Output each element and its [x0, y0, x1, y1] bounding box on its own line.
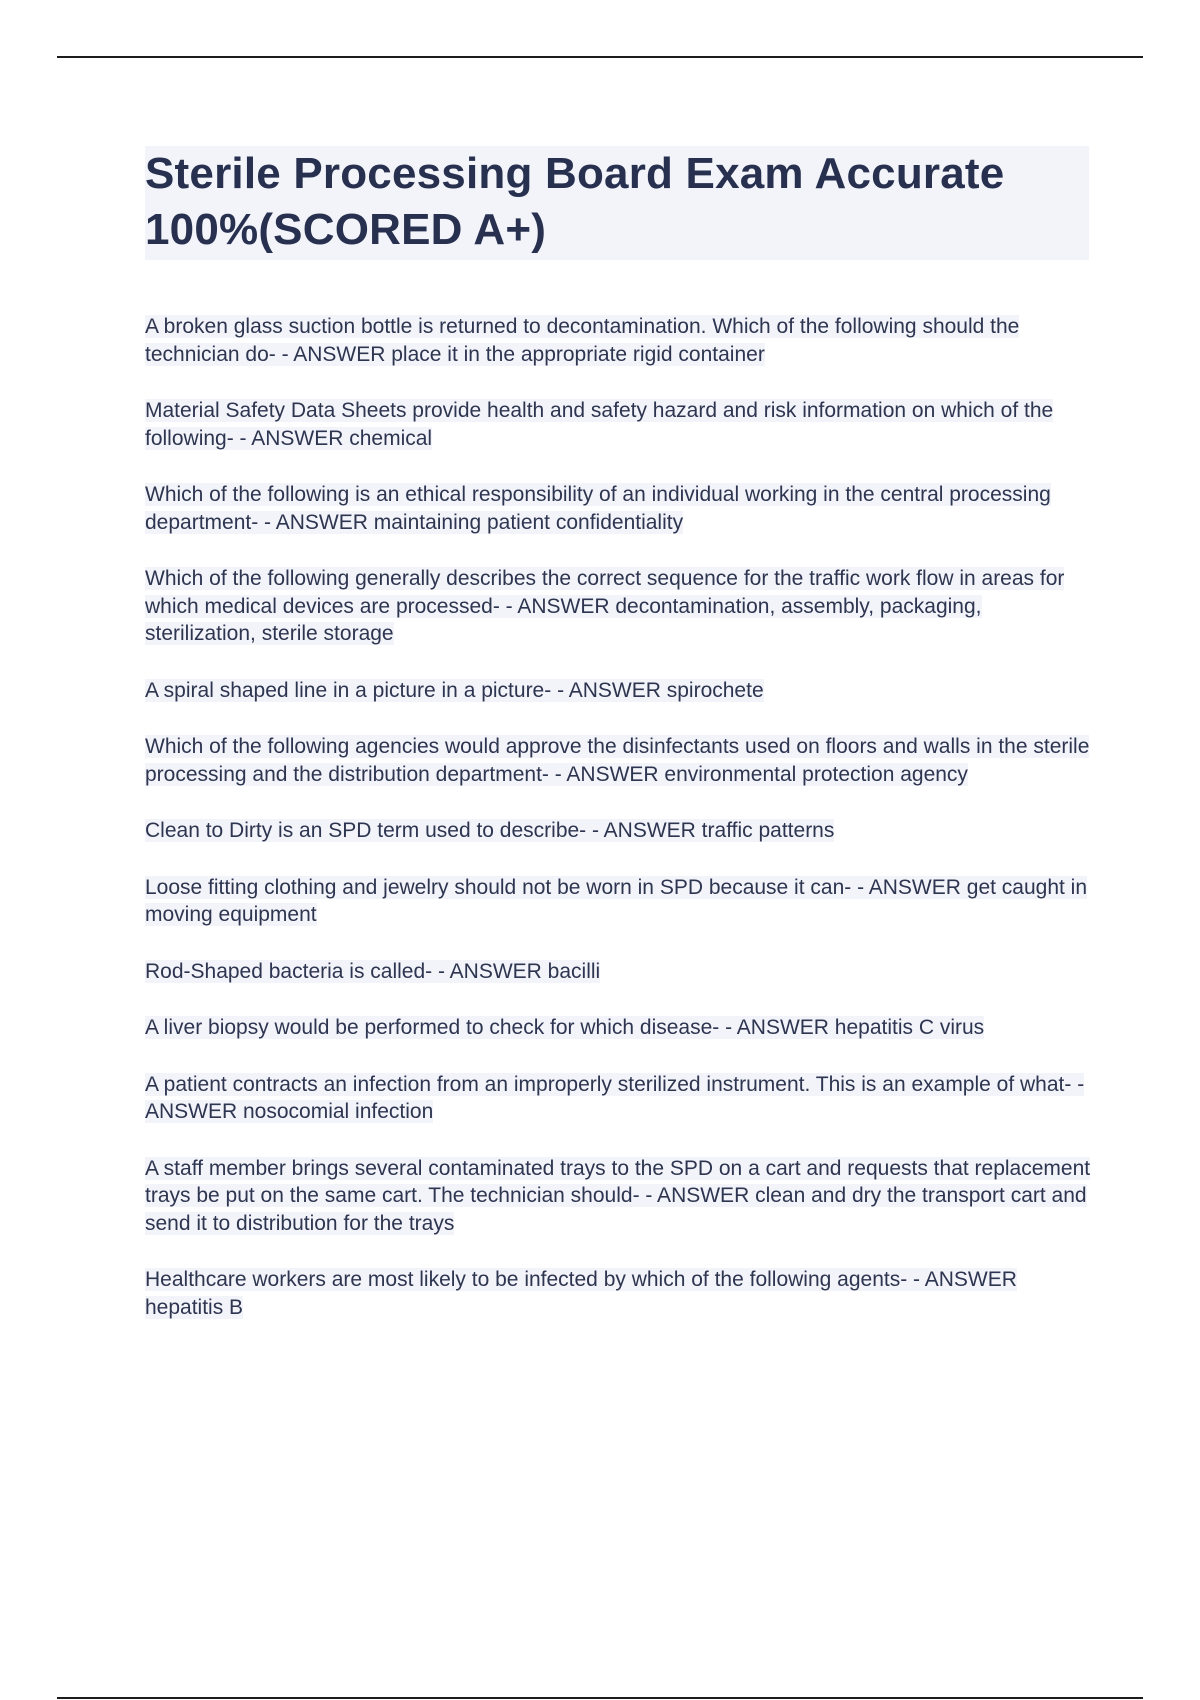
qa-item: [145, 565, 1095, 648]
qa-text: Rod-Shaped bacteria is called- - ANSWER bacilli: [145, 959, 601, 983]
qa-item: [145, 874, 1095, 929]
qa-text: A staff member brings several contaminated trays to the SPD on a cart and requests that replacement trays be put on the same cart. The technician should- - ANSWER clean and dry the transport cart and send it to distribution for the trays: [145, 1156, 1091, 1235]
qa-item: [145, 958, 1095, 986]
qa-text: Material Safety Data Sheets provide health and safety hazard and risk information on which of the following- - ANSWER chemical: [145, 399, 1054, 450]
qa-item: [145, 397, 1095, 452]
qa-item: [145, 1071, 1095, 1126]
qa-item: [145, 313, 1095, 368]
qa-text: A liver biopsy would be performed to check for which disease- - ANSWER hepatitis C virus: [145, 1016, 985, 1039]
qa-item: [145, 677, 1095, 705]
qa-text: Loose fitting clothing and jewelry should not be worn in SPD because it can- - ANSWER get caught in moving equipment: [145, 875, 1088, 926]
qa-item: [145, 733, 1095, 788]
title-block: [145, 146, 1089, 260]
qa-text: Which of the following agencies would approve the disinfectants used on floors and walls in the sterile processing and the distribution department- - ANSWER environmental protection agency: [145, 735, 1090, 786]
qa-text: Which of the following generally describes the correct sequence for the traffic work flow in areas for which medical devices are processed- - ANSWER decontamination, assembly, packaging, sterilization, sterile storage: [145, 567, 1065, 645]
qa-text: Healthcare workers are most likely to be infected by which of the following agents- - ANSWER hepatitis B: [145, 1268, 1017, 1319]
qa-text: Clean to Dirty is an SPD term used to describe- - ANSWER traffic patterns: [145, 819, 835, 842]
qa-item: [145, 817, 1095, 845]
qa-list: [145, 313, 1095, 1350]
qa-item: [145, 1155, 1095, 1238]
qa-text: Which of the following is an ethical responsibility of an individual working in the central processing department- - ANSWER maintaining patient confidentiality: [145, 483, 1051, 534]
qa-text: A broken glass suction bottle is returned to decontamination. Which of the following should the technician do- - ANSWER place it in the appropriate rigid container: [145, 315, 1020, 366]
qa-text: A patient contracts an infection from an improperly sterilized instrument. This is an example of what- - ANSWER nosocomial infection: [145, 1072, 1085, 1123]
top-rule: [57, 56, 1143, 58]
qa-item: [145, 1014, 1095, 1042]
document-title: Sterile Processing Board Exam Accurate 100%(SCORED A+): [145, 149, 1005, 254]
qa-item: [145, 1266, 1095, 1321]
bottom-rule: [57, 1697, 1143, 1699]
qa-text: A spiral shaped line in a picture in a picture- - ANSWER spirochete: [145, 678, 764, 702]
qa-item: [145, 481, 1095, 536]
